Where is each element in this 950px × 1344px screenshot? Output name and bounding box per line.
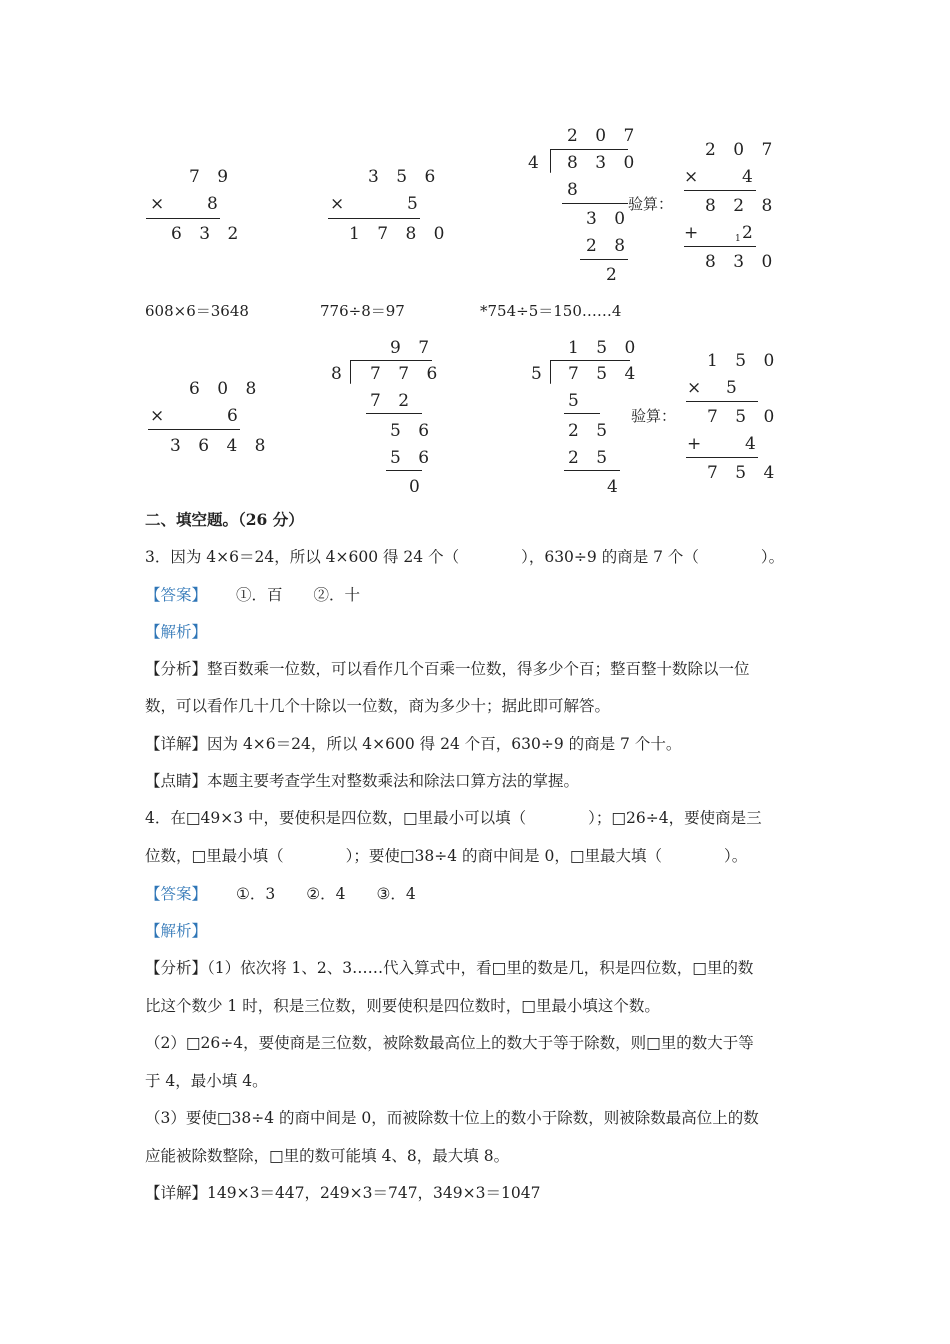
- check-line: [686, 457, 758, 458]
- check-product: 8 2 8: [705, 196, 779, 216]
- equation-3: *754÷5＝150……4: [480, 302, 622, 320]
- check-line: [684, 246, 756, 247]
- times-sign: ×: [330, 194, 351, 214]
- step-line: [386, 470, 422, 471]
- dividend: 7 7 6: [370, 364, 444, 384]
- step-product: 8: [567, 180, 584, 200]
- step-product: 7 2: [370, 391, 416, 411]
- check-addend: 4: [745, 434, 762, 454]
- check-times: ×: [684, 167, 705, 187]
- check-plus: +: [687, 434, 708, 454]
- fenxi-text: 整百数乘一位数，可以看作几个百乘一位数，得多少个百；整百整十数除以一位: [207, 660, 750, 678]
- check-label: 验算：: [628, 195, 674, 213]
- check-multiplier: 4: [742, 167, 759, 187]
- fenxi-tag: 【分析】: [145, 959, 208, 977]
- product: 6 3 2: [171, 224, 245, 244]
- analysis-tag: 【解析】: [145, 922, 208, 940]
- division-bracket: [350, 360, 351, 384]
- multiplier: 5: [407, 194, 424, 214]
- step-remainder: 3 0: [586, 209, 632, 229]
- dividend: 8 3 0: [567, 153, 641, 173]
- check-result: 8 3 0: [705, 252, 779, 272]
- step-product: 5 6: [390, 448, 436, 468]
- point-text: 本题主要考查学生对整数乘法和除法口算方法的掌握。: [207, 772, 580, 790]
- q4-stem-line1: 4．在□49×3 中，要使积是四位数，□里最小可以填（ ）；□26÷4，要使商是三: [145, 809, 762, 827]
- divisor: 5: [531, 364, 548, 384]
- check-multiplicand: 1 5 0: [707, 351, 781, 371]
- step-product: 2 8: [586, 236, 632, 256]
- step-line: [564, 413, 600, 414]
- step-line: [562, 203, 628, 204]
- q4-analysis-2-line2: 于 4，最小填 4。: [145, 1072, 268, 1090]
- q4-answer-row: [145, 884, 416, 904]
- step-remainder: 5 6: [390, 421, 436, 441]
- remainder: 2: [606, 265, 623, 285]
- q4-analysis-1-line2: 比这个数少 1 时，积是三位数，则要使积是四位数时，□里最小填这个数。: [145, 997, 660, 1015]
- step-line: [366, 413, 422, 414]
- check-addend: 2: [742, 223, 759, 243]
- multiplicand: 7 9: [189, 167, 235, 187]
- quotient: 9 7: [390, 338, 436, 358]
- product: 1 7 8 0: [349, 224, 451, 244]
- fenxi-text: （1）依次将 1、2、3……代入算式中，看□里的数是几，积是四位数，□里的数: [207, 959, 754, 977]
- division-top-line: [550, 360, 630, 361]
- q3-answer-row: [145, 585, 360, 605]
- section-heading: 二、填空题。（26 分）: [145, 510, 304, 529]
- step-product: 2 5: [568, 448, 614, 468]
- check-plus: +: [684, 223, 705, 243]
- detail-text: 149×3＝447，249×3＝747，349×3＝1047: [207, 1184, 541, 1202]
- product: 3 6 4 8: [170, 436, 272, 456]
- check-result: 7 5 4: [707, 463, 781, 483]
- q4-analysis-3-line1: （3）要使□38÷4 的商中间是 0，而被除数十位上的数小于除数，则被除数最高位上的数: [145, 1109, 759, 1127]
- multiplier: 6: [227, 406, 244, 426]
- multiplier: 8: [207, 194, 224, 214]
- step-remainder: 2 5: [568, 421, 614, 441]
- divisor: 8: [331, 364, 348, 384]
- equation-2: 776÷8＝97: [320, 302, 405, 320]
- answer-text: ①．百 ②．十: [235, 586, 360, 604]
- detail-tag: 【详解】: [145, 735, 208, 753]
- q4-stem-line2: 位数，□里最小填（ ）；要使□38÷4 的商中间是 0，□里最大填（ ）。: [145, 847, 748, 865]
- q4-analysis-1-line1: [145, 958, 753, 978]
- q3-point: [145, 771, 579, 791]
- point-tag: 【点睛】: [145, 772, 208, 790]
- equation-1: 608×6＝3648: [145, 302, 249, 320]
- q3-fenxi-line1: [145, 659, 750, 679]
- check-product: 7 5 0: [707, 407, 781, 427]
- detail-text: 因为 4×6＝24，所以 4×600 得 24 个百，630÷9 的商是 7 个十。: [207, 735, 682, 753]
- quotient: 1 5 0: [568, 338, 642, 358]
- multiplicand: 6 0 8: [189, 379, 263, 399]
- remainder: 4: [607, 477, 624, 497]
- step-line: [564, 470, 620, 471]
- division-bracket: [550, 360, 551, 384]
- fenxi-tag: 【分析】: [145, 660, 208, 678]
- check-times: ×: [687, 378, 708, 398]
- step-product: 5: [568, 391, 585, 411]
- q3-stem: 3．因为 4×6＝24，所以 4×600 得 24 个（ ），630÷9 的商是 7 个（ ）。: [145, 548, 785, 566]
- q4-analysis-3-line2: 应能被除数整除，□里的数可能填 4、8，最大填 8。: [145, 1147, 510, 1165]
- detail-tag: 【详解】: [145, 1184, 208, 1202]
- check-label: 验算：: [631, 407, 677, 425]
- q3-detail: [145, 734, 681, 754]
- analysis-tag: 【解析】: [145, 623, 208, 641]
- answer-tag: 【答案】: [145, 586, 208, 604]
- quotient: 2 0 7: [567, 126, 641, 146]
- divisor: 4: [528, 153, 545, 173]
- division-top-line: [550, 149, 628, 150]
- result-line: [328, 218, 420, 219]
- check-multiplier: 5: [726, 378, 743, 398]
- check-line: [684, 190, 756, 191]
- q4-analysis-2-line1: （2）□26÷4，要使商是三位数，被除数最高位上的数大于等于除数，则□里的数大于等: [145, 1034, 754, 1052]
- division-top-line: [350, 360, 432, 361]
- step-line: [580, 259, 628, 260]
- carry-mark: 1: [735, 234, 741, 244]
- result-line: [146, 218, 220, 219]
- check-line: [686, 401, 758, 402]
- times-sign: ×: [150, 406, 171, 426]
- division-bracket: [550, 149, 551, 173]
- remainder: 0: [409, 477, 426, 497]
- multiplicand: 3 5 6: [368, 167, 442, 187]
- dividend: 7 5 4: [568, 364, 642, 384]
- result-line: [148, 429, 240, 430]
- answer-text: ①．3 ②．4 ③．4: [235, 885, 416, 903]
- times-sign: ×: [150, 194, 171, 214]
- check-multiplicand: 2 0 7: [705, 140, 779, 160]
- q4-detail: [145, 1183, 540, 1203]
- answer-tag: 【答案】: [145, 885, 208, 903]
- q3-fenxi-line2: 数，可以看作几十几个十除以一位数，商为多少十；据此即可解答。: [145, 697, 611, 715]
